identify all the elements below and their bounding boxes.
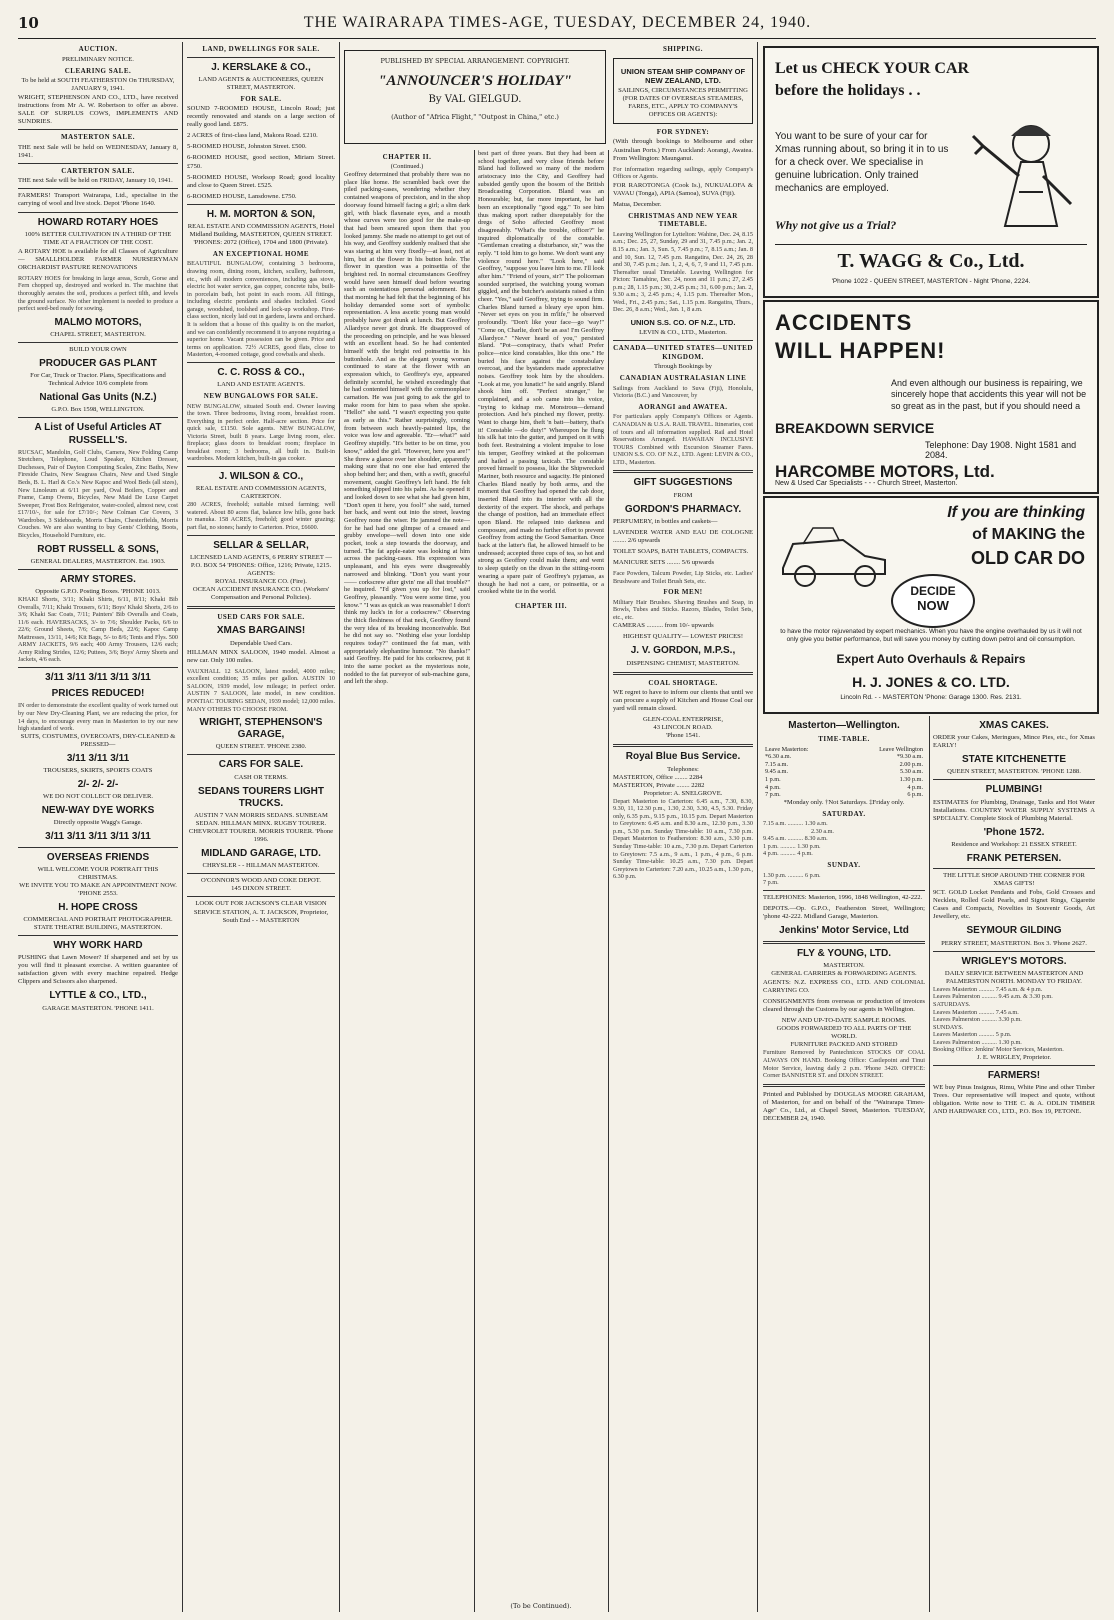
decide-now-badge — [891, 574, 975, 628]
plumbing: PLUMBING! — [985, 784, 1043, 796]
wagg-sub: 'Phone 1022 - QUEEN STREET, MASTERTON - Night 'Phone, 2224. — [831, 278, 1031, 285]
masterton-sale-text: THE next Sale will be held on WEDNESDAY, January 8, 1941. — [18, 143, 178, 159]
wagg-headline-1: Let us CHECK YOUR CAR — [775, 60, 970, 77]
frank-petersen: FRANK PETERSEN. — [966, 852, 1062, 864]
column-land: LAND, DWELLINGS FOR SALE. J. KERSLAKE & CO., LAND AGENTS & AUCTIONEERS, QUEEN STREET, MASTERTON. FOR SALE. SOUND 7-ROOMED HOUSE, Lincoln Road; just recently renovated and stands on a large section of really good land. £875. 2 ACRES of first-class land, Makora Road. £210. 5-ROOMED HOUSE, Johnston Street. £500. 6-ROOMED HOUSE, good section, Miriam Street. £750. 5-ROOMED HOUSE, Worksop Road; good locality and close to Queen Street. £525. 6-ROOMED HOUSE, Lansdowne. £750. H. M. MORTON & SON, REAL ESTATE AND COMMISSION AGENTS, Hotel Midland Building, MASTERTON, QUEEN STREET. 'PHONES: 2072 (Office), 1704 and 1800 (Private). AN EXCEPTIONAL HOME BEAUTIFUL BUNGALOW, containing 3 bedrooms, drawing room, dining room, kitchen, scullery, bathroom, etc., with all modern conveniences, including gas stove, electric hot water service, gas copper, concrete tubs, built-in porcelain bath, hot point in each room. All fittings, including electric pendants and shades included. Good garage, woodshed, toolshed and lock-up workshop. First-class section, nicely laid out in gardens, lawns and orchard. It is seldom that a house of this quality is on the market, and we can confidently recommend it to anyone requiring a superior home. Vacant possession can be given. Price and terms on application. 72½ ACRES, good flats, close to Masterton, 4-roomed cottage, good cowbails and sheds. C. C. ROSS & CO., LAND AND ESTATE AGENTS. NEW BUNGALOWS FOR SALE. NEW BUNGALOW, situated South end. Owner leaving the town. Three bedrooms, living room, breakfast room. Everything in perfect order. Half-acre section. Price for quick sale, £1150. Sole agents. NEW BUNGALOW, Victoria Street, built 8 years. Large living room, elec. fireplace; glass doors to breakfast room; fireplace in breakfast room; 3 bedrooms, all built in. Built-in wardrobes. Modern kitchen, built-in gas cooker. J. WILSON & CO., REAL ESTATE AND COMMISSION AGENTS, CARTERTON. 280 ACRES, freehold; suitable mixed farming; well watered. About 80 acres flat, balance low hills, gone back to manuka. 158 ACRES, freehold; good winter grazing; part flat, no stones; handy to Carterton. Price, £6600. SELLAR & SELLAR, LICENSED LAND AGENTS, 6 PERRY STREET — P.O. BOX 54 'PHONES: Office, 1216; Private, 1215. AGENTS: ROYAL INSURANCE CO. (Fire). OCEAN ACCIDENT INSURANCE CO. (Workers' Compensation and Personal Policies). USED CARS FOR SALE. XMAS BARGAINS! Dependable Used Cars. HILLMAN MINX SALOON, 1940 model. Almost a new car. Only 100 miles. VAUXHALL 12 SALOON, latest model, 4000 miles; excellent condition; 35 miles per gallon. AUSTIN 10 SALOON, 1939 model, low mileage; in perfect order. AUSTIN 7 SALOON, late model, in new condition. PONTIAC TOURING SEDAN, 1939 model; 12,000 miles. MANY OTHERS TO CHOOSE FROM. WRIGHT, STEPHENSON'S GARAGE, QUEEN STREET. 'PHONE 2380. CARS FOR SALE. CASH OR TERMS. SEDANS TOURERS LIGHT TRUCKS. AUSTIN 7 VAN MORRIS SEDANS. SUNBEAM SEDAN. HILLMAN MINX. RUGBY TOURER. CHEVROLET TOURER. MORRIS TOURER. 'Phone 1996. MIDLAND GARAGE, LTD. CHRYSLER - - HILLMAN MASTERTON. O'CONNOR'S WOOD AND COKE DEPOT. 145 DIXON STREET. LOOK OUT FOR JACKSON'S CLEAR VISION SERVICE STATION, A. T. JACKSON, Proprietor, South End - - MASTERTON — [187, 45, 335, 924]
morton: H. M. MORTON & SON, — [206, 208, 316, 220]
army-stores: ARMY STORES. — [60, 573, 136, 585]
new-bungalows: NEW BUNGALOWS FOR SALE. — [203, 391, 319, 400]
kerslake-sub: LAND AGENTS & AUCTIONEERS, QUEEN STREET, MASTERTON. — [198, 75, 324, 91]
cameras: CAMERAS .......... from 10/- upwards — [613, 622, 714, 630]
consignments: CONSIGNMENTS from overseas or production of invoices cleared through the Customs by our agents in Wellington. — [763, 998, 925, 1014]
cash-terms: CASH OR TERMS. — [234, 773, 288, 781]
masterton-sale: MASTERTON SALE. — [60, 133, 136, 142]
producer-sub: For Car, Truck or Tractor. Plans, Specifications and Technical Advice 10/6 complete from — [30, 372, 166, 388]
carterton-sale: CARTERTON SALE. — [61, 166, 135, 175]
lyttle: LYTTLE & CO., LTD., — [49, 990, 147, 1002]
matua: Matua, December. — [613, 200, 662, 208]
story-header-box — [344, 50, 606, 144]
to-be-continued: (To be Continued). — [510, 1602, 572, 1610]
perfumery: PERFUMERY, in bottles and caskets— — [613, 517, 718, 525]
prices-banner: 3/11 3/11 3/11 3/11 3/11 — [45, 672, 151, 683]
tt-cell: 4 p.m. — [765, 783, 781, 791]
gift-suggestions: GIFT SUGGESTIONS — [633, 477, 733, 489]
masthead — [18, 8, 1096, 39]
xmas-cakes-text: ORDER your Cakes, Meringues, Mince Pies, etc., for Xmas EARLY! — [933, 734, 1095, 750]
hope-phone: 'PHONE 2553. — [78, 889, 118, 897]
tt-cell: *6.30 a.m. — [765, 753, 792, 761]
ocean-accident: OCEAN ACCIDENT INSURANCE CO. (Workers' Compensation and Personal Policies). — [192, 585, 330, 601]
overhaul-text: to have the motor rejuvenated by expert mechanics. When you have the engine overhauled by us it will not only give you better performance, but will save you money by cutting down petrol and oil consumption. — [780, 628, 1082, 643]
wagg-name: T. WAGG & Co., Ltd. — [837, 250, 1025, 272]
telephone: Telephone: Day 1908. Night 1581 and 2084. — [925, 440, 1077, 460]
chapter-2: CHAPTER II. — [382, 153, 432, 161]
accidents-2: WILL HAPPEN! — [775, 338, 946, 363]
glencoal-phone: 'Phone 1541. — [665, 732, 701, 740]
wright-garage: WRIGHT, STEPHENSON'S GARAGE, — [199, 717, 323, 741]
union-company: UNION STEAM SHIP COMPANY OF NEW ZEALAND, LTD. — [620, 66, 746, 85]
decide-1: DECIDE — [910, 584, 956, 598]
oldcar-1: If you are thinking — [947, 504, 1085, 521]
carriers: GENERAL CARRIERS & FORWARDING AGENTS. — [771, 970, 917, 978]
jackson: LOOK OUT FOR JACKSON'S CLEAR VISION SERVICE STATION, A. T. JACKSON, Proprietor, — [193, 900, 329, 916]
wagg-ad — [763, 46, 1099, 298]
sedans: SEDANS TOURERS LIGHT TRUCKS. — [198, 785, 324, 809]
mechanic-illustration — [961, 106, 1089, 246]
for-sale: FOR SALE. — [240, 94, 282, 103]
tel-note: TELEPHONES: Masterton, 1996, 1848 Wellington, 42-222. — [763, 893, 923, 901]
newway: NEW-WAY DYE WORKS — [41, 805, 155, 817]
sunday: SUNDAY. — [827, 861, 861, 870]
prelim-notice: PRELIMINARY NOTICE. — [62, 55, 134, 63]
sydney-text: (With through bookings to Melbourne and other Australian Ports.) From Auckland: Aorangi, Awatea. From Wellington: Maunganui. — [613, 138, 753, 162]
oldcar-3: OLD CAR DO — [971, 548, 1085, 568]
fly-young: FLY & YOUNG, LTD. — [796, 947, 892, 959]
build-your-own: BUILD YOUR OWN — [69, 345, 127, 353]
listing-6: 6-ROOMED HOUSE, Lansdowne. £750. — [187, 192, 297, 200]
tt-cell: 2.00 p.m. — [899, 760, 923, 768]
rarotonga: FOR RAROTONGA (Cook Is.), NUKUALOFA & VAVAU (Tonga), APIA (Samoa), SUVA (Fiji). — [613, 181, 753, 197]
tt-sub: TIME-TABLE. — [818, 735, 870, 744]
howard-hoes: HOWARD ROTARY HOES — [37, 216, 159, 228]
jones-ad — [763, 496, 1099, 714]
fly-sub: MASTERTON. — [823, 962, 865, 970]
xmas-cakes: XMAS CAKES. — [979, 720, 1049, 731]
gift-from: FROM — [673, 491, 693, 499]
story-author-note: (Author of "Africa Flight," "Outpost in China," etc.) — [391, 113, 559, 121]
saturday: SATURDAY. — [822, 809, 866, 818]
column-auctions: AUCTION. PRELIMINARY NOTICE. CLEARING SALE. To be held at SOUTH FEATHERSTON On THURSDAY, JANUARY 9, 1941. WRIGHT, STEPHENSON AND CO., LTD., have received instructions from Mr A. W. Robertson to offer as above. SALE OF SURPLUS COWS, IMPLEMENTS AND SUNDRIES. MASTERTON SALE. THE next Sale will be held on WEDNESDAY, January 8, 1941. CARTERTON SALE. THE next Sale will be held on FRIDAY, January 10, 1941. FARMERS! Transport Wairarapa, Ltd., specialise in the carrying of wool and live stock. Depot 'Phone 1640. HOWARD ROTARY HOES 100% BETTER CULTIVATION IN A THIRD OF THE TIME AT A FRACTION OF THE COST. A ROTARY HOE is available for all Classes of Agriculture— SMALLHOLDER FARMER NURSERYMAN ORCHARDIST PASTURE RENOVATIONS ROTARY HOES for breaking in large areas, Scrub, Gorse and Fern chopped up, destroyed and worked in. The machine that thoroughly aerates the soil, produces a perfect tilth, and levels the ground surface. No other implement is needed to produce a perfect seed-bed ready for sowing. MALMO MOTORS, CHAPEL STREET, MASTERTON. BUILD YOUR OWN PRODUCER GAS PLANT For Car, Truck or Tractor. Plans, Specifications and Technical Advice 10/6 complete from National Gas Units (N.Z.) G.P.O. Box 1598, WELLINGTON. A List of Useful Articles AT RUSSELL'S. RUCSAC, Mandolin, Golf Clubs, Camera, New Folding Camp Stretchers, Telephone, Loud Speaker, Kitchen Dresser, Duchesses, Pair of Dayton Computing Scales, Zinc Baths, New Fireside Chairs, New Seagrass Chairs, New and Used Single Beds, B. L. Harl & Co.'s New Kapoc and Wool Beds (all sizes), New Linoleum at 6/11 per yard, Oval Boilers, Copper and Frame, Camp Ovens, Bicycles, New Maid De Luxe Carpet Sweeper, Frost Box Refrigerator, water-cooled, almost new, cost £17/10/-, for sale for £7/10/-; New Colman Car Covers, 3 Wardrobes, 3 Sideboards, Morris Chairs, Chesterfields, Morris Couches. We are also wanting to buy Gents' Clothing, Boots, Bicycles, Household Furniture, etc. ROBT RUSSELL & SONS, GENERAL DEALERS, MASTERTON. Est. 1903. ARMY STORES. Opposite G.P.O. Posting Boxes. 'PHONE 1013. KHAKI Shorts, 3/11; Khaki Shirts, 6/11, 8/11; Khaki Bib Overalls, 7/11; Khaki Trousers, 6/11; Boys' Khaki Shorts, 2/6 to 3/6; Khaki Sac Coats, 7/11; Painters' Bib Overalls and Coats, 11/6 each. HAVERSACKS, 3/- to 7/6; Shoulder Packs, 6/6 to 22/6; Ground Sheets, 7/6; Camp Beds, 22/6; Kapoc Camp Mattresses, 13/11, 14/6; Kit Bags, 5/- to 8/6; Tents and Flys. 500 ARMY JACKETS, 9/6 each; 400 Army Trousers, 12/6 each; Army Riding Strides, 12/6; Puttees, 3/6; Boys' Army Shorts and Jackets, 4/6 each. 3/11 3/11 3/11 3/11 3/11 PRICES REDUCED! IN order to demonstrate the excellent quality of work turned out by our New Dry-Cleaning Plant, we are reducing the price, for 14 days, to encourage every man in Masterton to try our new high standard of work. SUITS, COSTUMES, OVERCOATS, DRY-CLEANED & PRESSED— 3/11 3/11 3/11 TROUSERS, SKIRTS, SPORTS COATS 2/- 2/- 2/- WE DO NOT COLLECT OR DELIVER. NEW-WAY DYE WORKS Directly opposite Wagg's Garage. 3/11 3/11 3/11 3/11 3/11 OVERSEAS FRIENDS WILL WELCOME YOUR PORTRAIT THIS CHRISTMAS. WE INVITE YOU TO MAKE AN APPOINTMENT NOW. 'PHONE 2553. H. HOPE CROSS COMMERCIAL AND PORTRAIT PHOTOGRAPHER. STATE THEATRE BUILDING, MASTERTON. WHY WORK HARD PUSHING that Lawn Mower? If sharpened and set by us you will find it pleasant exercise. A written guarantee of satisfaction given with every machine repaired. Hedge Clippers and Scissors also sharpened. LYTTLE & CO., LTD., GARAGE MASTERTON. 'PHONE 1411. — [18, 45, 178, 1012]
depots: DEPOTS.—Op. G.P.O., Featherston Street, Wellington; 'phone 42-222. Midland Garage, Masterton. — [763, 904, 925, 920]
plumbing-res: Residence and Workshop: 21 ESSEX STREET. — [951, 840, 1077, 848]
seymour-gilding: SEYMOUR GILDING — [966, 925, 1062, 937]
plumbing-text: ESTIMATES for Plumbing, Drainage, Tanks and Hot Water Installations. COUNTRY WATER SUPPLY SYSTEMS A SPECIALTY. Complete Stock of Plumbing Material. — [933, 798, 1095, 822]
for-sydney: FOR SYDNEY: — [656, 127, 710, 136]
ross: C. C. ROSS & CO., — [217, 366, 305, 378]
breakdown-service: BREAKDOWN SERVICE — [775, 420, 935, 436]
used-cars: USED CARS FOR SALE. — [217, 612, 305, 621]
telephones: Telephones: — [667, 765, 699, 773]
timetable-weekday — [763, 746, 925, 799]
mast-private: MASTERTON, Private ........ 2282 — [613, 781, 705, 789]
little-shop: THE LITTLE SHOP AROUND THE CORNER FOR XMAS GIFTS! — [943, 872, 1085, 888]
tt-cell: 7 p.m. — [765, 791, 781, 799]
continued: (Continued.) — [390, 163, 424, 171]
royal-insurance: ROYAL INSURANCE CO. (Fire). — [215, 577, 307, 585]
south-end: South End - - MASTERTON — [222, 916, 300, 924]
glencoal-addr: 43 LINCOLN ROAD. — [653, 724, 713, 732]
carterton-sale-text: THE next Sale will be held on FRIDAY, January 10, 1941. — [18, 177, 173, 185]
sellar-sub: LICENSED LAND AGENTS, 6 PERRY STREET — P.O. BOX 54 'PHONES: Office, 1216; Private, 1215. AGENTS: — [190, 553, 332, 577]
sailings: SAILINGS, CIRCUMSTANCES PERMITTING (FOR DATES OF OVERSEAS STEAMERS, FARES, ETC., APPLY TO COMPANY'S OFFICES OR AGENTS): — [618, 86, 748, 118]
sample-rooms: NEW AND UP-TO-DATE SAMPLE ROOMS. — [781, 1017, 907, 1025]
furniture: FURNITURE PACKED AND STORED — [790, 1041, 898, 1049]
russell-sub: GENERAL DEALERS, MASTERTON. Est. 1903. — [30, 557, 166, 565]
highest-quality: HIGHEST QUALITY— LOWEST PRICES! — [622, 633, 744, 641]
fly-agents: AGENTS: N.Z. EXPRESS CO., LTD. AND COLONIAL CARRYING CO. — [763, 979, 925, 995]
why-text: PUSHING that Lawn Mower? If sharpened and set by us you will find it pleasant exercise. A written guarantee of satisfaction given with every machine repaired. Hedge Clippers and Scissors also sharpened. — [18, 954, 178, 986]
no-collect: WE DO NOT COLLECT OR DELIVER. — [42, 793, 153, 801]
kerslake: J. KERSLAKE & CO., — [211, 61, 311, 73]
lavender: LAVENDER WATER AND EAU DE COLOGNE ........ 2/6 upwards — [613, 528, 753, 544]
old-car-illustration — [773, 508, 893, 594]
christmas-timetable: CHRISTMAS AND NEW YEAR TIMETABLE. — [628, 211, 738, 229]
decide-2: NOW — [917, 598, 949, 613]
tt-note: *Monday only. †Not Saturdays. ‡Friday only. — [783, 798, 905, 806]
midland-sub: CHRYSLER - - HILLMAN MASTERTON. — [202, 862, 320, 870]
coal-text: WE regret to have to inform our clients that until we can procure a supply of Kitchen and House Coal our yard will remain closed. — [613, 689, 753, 713]
plumbing-phone: 'Phone 1572. — [983, 826, 1045, 838]
trousers: TROUSERS, SKIRTS, SPORTS COATS — [43, 766, 153, 774]
oconnor: O'CONNOR'S WOOD AND COKE DEPOT. — [201, 877, 321, 885]
cars-for-sale: CARS FOR SALE. — [218, 759, 304, 771]
malmo-motors: MALMO MOTORS, — [54, 316, 142, 328]
morton-sub: REAL ESTATE AND COMMISSION AGENTS, Hotel Midland Building, MASTERTON, QUEEN STREET. 'PHONES: 2072 (Office), 1704 and 1800 (Private). — [187, 222, 335, 246]
overseas-friends: OVERSEAS FRIENDS — [46, 851, 150, 863]
for-men: FOR MEN! — [663, 588, 703, 597]
wilson: J. WILSON & CO., — [218, 471, 304, 482]
auction-heading: AUCTION. — [78, 45, 118, 53]
union-ss: UNION S.S. CO. OF N.Z., LTD. — [630, 318, 736, 328]
jenkins: Jenkins' Motor Service, Ltd — [779, 924, 909, 936]
oconnor-sub: 145 DIXON STREET. — [231, 885, 291, 893]
land-heading: LAND, DWELLINGS FOR SALE. — [202, 45, 320, 53]
tt-cell: 5.30 a.m. — [899, 768, 923, 776]
hillman: HILLMAN MINX SALOON, 1940 model. Almost a new car. Only 100 miles. — [187, 648, 335, 664]
invite: WE INVITE YOU TO MAKE AN APPOINTMENT NOW. — [19, 881, 177, 889]
wilson-sub: REAL ESTATE AND COMMISSION AGENTS, CARTERTON. — [195, 485, 327, 501]
wrigley-sub: DAILY SERVICE BETWEEN MASTERTON AND PALMERSTON NORTH. MONDAY TO FRIDAY. — [944, 969, 1084, 985]
tt-cell: 6 p.m. — [907, 791, 923, 799]
published-note: PUBLISHED BY SPECIAL ARRANGEMENT. COPYRIGHT. — [380, 57, 570, 65]
tt-title: Masterton—Wellington. — [788, 720, 900, 731]
producer-gas: PRODUCER GAS PLANT — [39, 357, 157, 369]
tt-cell: 1 p.m. — [765, 775, 781, 783]
xmas-bargains: XMAS BARGAINS! — [216, 625, 306, 637]
listing-1: SOUND 7-ROOMED HOUSE, Lincoln Road; just recently renovated and stands on a large section of really good land. £875. — [187, 105, 335, 129]
lyttle-sub: GARAGE MASTERTON. 'PHONE 1411. — [42, 1004, 154, 1012]
canada-heading: CANADA—UNITED STATES—UNITED KINGDOM. — [613, 344, 753, 361]
column-shipping: SHIPPING. UNION STEAM SHIP COMPANY OF NEW ZEALAND, LTD. SAILINGS, CIRCUMSTANCES PERMITTING (FOR DATES OF OVERSEAS STEAMERS, FARES, ETC., APPLY TO COMPANY'S OFFICES OR AGENTS): FOR SYDNEY: (With through bookings to Melbourne and other Australian Ports.) From Auckland: Aorangi, Awatea. From Wellington: Maunganui. For information regarding sailings, apply Company's Offices or Agents. FOR RAROTONGA (Cook Is.), NUKUALOFA & VAVAU (Tonga), APIA (Samoa), SUVA (Fiji). Matua, December. CHRISTMAS AND NEW YEAR TIMETABLE. Leaving Wellington for Lyttelton: Wahine, Dec. 24, 8.15 a.m.; Dec. 25, 27, Sunday, 29 and 31, 7.45 p.m.; Jan. 2, 8.15 a.m.; Jan. 3, Sun. 5, 7.45 p.m.; 7, 8.15 a.m.; Jan. 8 and 10, Sun. 12, 7.45 p.m. Rangatira, Dec. 24, 26, 28 and 30, 7.45 p.m.; Jan. 1, 2, 4, 6, 7, 9 and 11, 7.45 p.m. Thereafter usual Timetable. Leaving Wellington for Picton: Tamahine, Dec. 24, noon and 11 p.m.; 27, 2.45 p.m.; 28, 1.15 p.m.; 30, 2.45 p.m.; 31, 6.00 p.m.; Jan. 2, 9.30 a.m.; 3, 2.45 p.m.; 4, 1.15 p.m. Thereafter Mon., Wed., Fri., 2.45 p.m.; Sat., 1.15 p.m. Rangatira, Thurs., Dec. 26, 8 a.m.; Wed., Jan. 1, 8 a.m. UNION S.S. CO. OF N.Z., LTD. LEVIN & CO., LTD., Masterton. CANADA—UNITED STATES—UNITED KINGDOM. Through Bookings by CANADIAN AUSTRALASIAN LINE Sailings from Auckland to Suva (Fiji), Honolulu, Victoria (B.C.) and Vancouver, by AORANGI and AWATEA. For particulars apply Company's Offices or Agents. CANADIAN & U.S.A. RAIL TRAVEL. Itineraries, cost of tours and all information supplied. Rail and Hotel Reservations Arranged. HAWAIIAN INCLUSIVE TOURS Combined with Excursion Steamer Fares. UNION S.S. CO. OF N.Z., LTD. Agent: LEVIN & CO., LTD., Masterton. GIFT SUGGESTIONS FROM GORDON'S PHARMACY. PERFUMERY, in bottles and caskets— LAVENDER WATER AND EAU DE COLOGNE ........ 2/6 upwards TOILET SOAPS, BATH TABLETS, COMPACTS. MANICURE SETS ........ 5/6 upwards Face Powders, Talcum Powder, Lip Sticks, etc. Ladies' Brushware and Toilet Brush Sets, etc. FOR MEN! Military Hair Brushes. Shaving Brushes and Soap, in Bowls, Tubes and Sticks. Razors, Blades, Toilet Sets, etc., etc. CAMERAS .......... from 10/- upwards HIGHEST QUALITY— LOWEST PRICES! J. V. GORDON, M.P.S., DISPENSING CHEMIST, MASTERTON. COAL SHORTAGE. WE regret to have to inform our clients that until we can procure a supply of Kitchen and House Coal our yard will remain closed. GLEN-COAL ENTERPRISE, 43 LINCOLN ROAD. 'Phone 1541. Royal Blue Bus Service. Telephones: MASTERTON, Office ........ 2284 MASTERTON, Private ........ 2282 Proprietor: A. SNELGROVE. Depart Masterton to Carterton: 6.45 a.m., 7.30, 8.30, 9.30, 11, 12.30 p.m., 1.30, 2.30, 3.30, 4.5, 5.30. Friday only, 6.35 p.m., 9.15 p.m., 10.15 p.m. Depart Masterton to Greytown: 6.45 a.m. and 8.30 a.m., 12.30 p.m., 3.30 p.m., 5.30 p.m. Sunday Time-table: 10 a.m., 7.30 p.m. Depart Masterton to Featherston: 8.30 a.m., 3.30 p.m. Sunday Time-table: 10 a.m., 7.30 p.m. Depart Carterton to Greytown: 7.5 a.m., 9 a.m., 1 p.m., 4 p.m., 6 p.m. Sunday Time-table: 10.25 a.m., 7.30 p.m. Depart Greytown to Carterton: 7.20 a.m., 10.25 a.m., 1.30 p.m., 6.30 p.m. — [613, 45, 753, 881]
wagg-headline-2: before the holidays . . — [775, 82, 921, 99]
models: AUSTIN 7 VAN MORRIS SEDANS. SUNBEAM SEDAN. HILLMAN MINX. RUGBY TOURER. CHEVROLET TOURER. MORRIS TOURER. 'Phone 1996. — [188, 812, 334, 844]
goods-forwarded: GOODS FORWARDED TO ALL PARTS OF THE WORLD. — [776, 1025, 912, 1041]
national-sub: G.P.O. Box 1598, WELLINGTON. — [51, 406, 145, 414]
howard-text: A ROTARY HOE is available for all Classes of Agriculture— SMALLHOLDER FARMER NURSERYMAN ORCHARDIST PASTURE RENOVATIONS — [18, 247, 178, 271]
accidents-text: And even although our business is repairing, we sincerely hope that accidents this year will not be so great as in the past, but if you should need a — [891, 378, 1087, 411]
proprietor: Proprietor: A. SNELGROVE. — [643, 789, 723, 797]
gordon-sub: DISPENSING CHEMIST, MASTERTON. — [626, 659, 740, 667]
dry-price: 3/11 3/11 3/11 — [66, 752, 130, 764]
printed-by: Printed and Published by DOUGLAS MOORE GRAHAM, of Masterton, for and on behalf of the "Wairarapa Times-Age" Co., Ltd., at Chapel Street, Masterton. TUESDAY, DECEMBER 24, 1940. — [763, 1090, 925, 1122]
national-gas: National Gas Units (N.Z.) — [39, 392, 157, 404]
newway-sub: Directly opposite Wagg's Garage. — [53, 819, 143, 827]
ross-sub: LAND AND ESTATE AGENTS. — [217, 380, 305, 388]
sellar: SELLAR & SELLAR, — [213, 539, 309, 551]
harcombe-sub: New & Used Car Specialists - - - Church Street, Masterton. — [775, 480, 958, 487]
story-title: "ANNOUNCER'S HOLIDAY" — [378, 73, 572, 89]
kitchenette-sub: QUEEN STREET, MASTERTON. 'PHONE 1288. — [947, 768, 1081, 776]
accidents-1: ACCIDENTS — [775, 310, 913, 335]
harcombe-name: HARCOMBE MOTORS, Ltd. — [775, 462, 995, 481]
jv-gordon: J. V. GORDON, M.P.S., — [630, 645, 736, 657]
clearing-where: To be held at SOUTH FEATHERSTON On THURSDAY, JANUARY 9, 1941. — [21, 77, 175, 93]
prices-banner-2: 3/11 3/11 3/11 3/11 3/11 — [45, 831, 151, 843]
overseas-sub: WILL WELCOME YOUR PORTRAIT THIS CHRISTMAS. — [37, 865, 159, 881]
army-sub: Opposite G.P.O. Posting Boxes. 'PHONE 1013. — [35, 587, 161, 595]
tt-cell: 7.15 a.m. — [765, 760, 789, 768]
farmers-transport: FARMERS! Transport Wairarapa, Ltd., specialise in the carrying of wool and live stock. Depot 'Phone 1640. — [18, 192, 178, 208]
clearing-sale: CLEARING SALE. — [64, 66, 132, 75]
tt-cell: 9.45 a.m. — [765, 768, 789, 776]
toilet-soaps: TOILET SOAPS, BATH TABLETS, COMPACTS. — [613, 547, 749, 555]
hope-sub: COMMERCIAL AND PORTRAIT PHOTOGRAPHER. STATE THEATRE BUILDING, MASTERTON. — [23, 916, 173, 932]
aorangi-awatea: AORANGI and AWATEA. — [638, 402, 728, 411]
why-work-hard: WHY WORK HARD — [53, 940, 143, 952]
listing-2: 2 ACRES of first-class land, Makora Road. £210. — [187, 132, 318, 140]
expert-overhauls: Expert Auto Overhauls & Repairs — [836, 652, 1026, 666]
chapter-3: CHAPTER III. — [515, 601, 567, 610]
tt-cell: *9.30 a.m. — [896, 753, 923, 761]
harcombe-ad — [763, 300, 1099, 494]
listing-5: 5-ROOMED HOUSE, Worksop Road; good locality and close to Queen Street. £525. — [187, 173, 335, 189]
tt-leave-w: Leave Wellington — [879, 745, 923, 753]
wagg-trial: Why not give us a Trial? — [775, 218, 897, 232]
story-column-a: CHAPTER II. (Continued.) Geoffrey determined that probably there was no place like home. He scrambled back over the piled packing-cases, wondering whether they contained weapons of precision, and in the shop doorway found himself facing a girl; a slim dark girl, with black flaxenate eyes, and a mouth whose curves were too good for the make-up that had been smeared upon them that you looked jammy. She made no attempt to get out of his way, and Geoffrey suddenly realised that she was staring at him very fixedly—at least, not at him, but at the flower in his button hole. The flower in question was a poinsettia of the brightest red. In normal circumstances Geoffrey would have seen himself dead before wearing such an ostentatious personal adornment. But that morning he had felt that the beginning of his holiday demanded some sort of symbolic representation. A less ascetic young man would probably have got drunk at lunch. But Geoffrey Allardyce never got drunk. He disapproved of the proceeding on principle, and he was blessed with an excellent head. So he had contented himself with the bright red poinsettia in his buttonhole. And as the elegant young woman continued to stare at the flower with an expression which, to Geoffrey's eye, appeared definitely scornful, he wished exceedingly that he had contented himself with the commonplace carnation. He was just going to ask the girl to make room for him to pass when she spoke. "Hello!" she said. "I wasn't expecting you quite as early as this." Rather surprisingly, coming from between such heavily-painted lips, the voice was low and agreeable. "Er—what?" said Geoffrey stupidly. "It's better to be on time, you know," added the girl. "However, here you are!" She threw a glance over her shoulder, apparently making sure that no one else had entered the shop behind her; and then, with a swift, graceful movement, caught Geoffrey's left hand. He felt something slipped into his palm. As he opened it and looked down to see what she had given him, "Don't open it here, you fool!" she said, turned her back, and went out into the street, leaving Geoffrey none the wiser. He jammed the note—for he had had one glimpse of a creased and grubby envelope—well down into one side pocket, took a step towards the doorway, and turned. The fat apple-eater was looking at him across the packing-cases. His expression was unpleasant, and his eyes were disagreeably narrowed and blinking. "Don't you want your —— corkscrew after givin' me all that trouble?" he inquired. "I'd given you up for lost," said Geoffrey, pleasantly. "You were some time, you know." "I was as quick as was reasonable! I don't think my luck's in for a corkscrew." Observing the thick fleshiness of that neck, Geoffrey found the very idea of its breaking inconceivable. But he did not say so. "Nothing else your lordship requires today?" continued the fat man, with appropriately elephantine humour. "No thanks!" said Geoffrey. He paid for his corkscrew, put it into the same pocket as the mysterious note, nodded to the fat purveyor of sub-machine guns, and left the shop. — [344, 153, 470, 686]
wrigley-prop: J. E. WRIGLEY, Proprietor. — [977, 1053, 1051, 1061]
howard-sub: 100% BETTER CULTIVATION IN A THIRD OF THE TIME AT A FRACTION OF THE COST. — [24, 230, 172, 246]
coal-shortage: COAL SHORTAGE. — [648, 678, 718, 687]
hope-cross: H. HOPE CROSS — [58, 901, 138, 913]
levin: LEVIN & CO., LTD., Masterton. — [639, 329, 727, 337]
wright-garage-sub: QUEEN STREET. 'PHONE 2380. — [215, 743, 307, 751]
oldcar-2: of MAKING the — [972, 526, 1085, 543]
gold-text: 9CT. GOLD Locket Pendants and Fobs, Gold Crosses and Necklets, Rolled Gold Pearls, and Signet Rings, Cigarette Cases and Compacts, Novelties in Souvenir Goods, Art Jewellery, etc. — [933, 889, 1095, 921]
shipping-heading: SHIPPING. — [662, 45, 704, 53]
newspaper-title: THE WAIRARAPA TIMES-AGE, TUESDAY, DECEMBER 24, 1940. — [303, 14, 812, 31]
wagg-text: You want to be sure of your car for Xmas running about, so bring it in to us for a check over. We specialise in genuine lubrication. Only trained mechanics are employed. — [775, 131, 949, 194]
midland-garage: MIDLAND GARAGE, LTD. — [201, 848, 321, 860]
gilding-sub: PERRY STREET, MASTERTON. Box 3. 'Phone 2627. — [941, 939, 1087, 947]
listing-3: 5-ROOMED HOUSE, Johnston Street. £500. — [187, 143, 307, 151]
page-number: 10 — [18, 14, 39, 32]
story-byline: By VAL GIELGUD. — [428, 94, 522, 105]
tt-cell: 1.30 p.m. — [899, 775, 923, 783]
jones-sub: Lincoln Rd. - - MASTERTON 'Phone: Garage 1300. Res. 2131. — [840, 694, 1022, 701]
gordons-pharmacy: GORDON'S PHARMACY. — [624, 503, 742, 515]
column-small-ads: XMAS CAKES. ORDER your Cakes, Meringues, Mince Pies, etc., for Xmas EARLY! STATE KITCHENETTE QUEEN STREET, MASTERTON. 'PHONE 1288. PLUMBING! ESTIMATES for Plumbing, Drainage, Tanks and Hot Water Installations. COUNTRY WATER SUPPLY SYSTEMS A SPECIALTY. Complete Stock of Plumbing Material. 'Phone 1572. Residence and Workshop: 21 ESSEX STREET. FRANK PETERSEN. THE LITTLE SHOP AROUND THE CORNER FOR XMAS GIFTS! 9CT. GOLD Locket Pendants and Fobs, Gold Crosses and Necklets, Rolled Gold Pearls, and Signet Rings, Cigarette Cases and Compacts, Novelties in Souvenir Goods, Art Jewellery, etc. SEYMOUR GILDING PERRY STREET, MASTERTON. Box 3. 'Phone 2627. WRIGLEY'S MOTORS. DAILY SERVICE BETWEEN MASTERTON AND PALMERSTON NORTH. MONDAY TO FRIDAY. Leaves Masterton .......... 7.45 a.m. & 4 p.m. Leaves Palmerston .......... 9.45 a.m. & 3.30 p.m. SATURDAYS. Leaves Masterton .......... 7.45 a.m. Leaves Palmerston .......... 3.30 p.m. SUNDAYS. Leaves Masterton .......... 5 p.m. Leaves Palmerston .......... 1.30 p.m. Booking Office: Jenkins' Motor Services, Masterton. J. E. WRIGLEY, Proprietor. FARMERS! WE buy Pinus Insignus, Rimu, White Pine and other Timber Trees. Our representative will inspect and quote, without obligation. Write now to THE C. & A. ODLIN TIMBER AND HARDWARE CO., LTD., P.O. Box 19, PETONE. — [933, 720, 1095, 1116]
tt-cell: 4 p.m. — [907, 783, 923, 791]
kitchenette: STATE KITCHENETTE — [961, 754, 1067, 766]
jones-name: H. J. JONES & CO. LTD. — [852, 674, 1010, 690]
mast-office: MASTERTON, Office ........ 2284 — [613, 773, 703, 781]
royal-blue: Royal Blue Bus Service. — [625, 751, 741, 763]
dry-cleaned: SUITS, COSTUMES, OVERCOATS, DRY-CLEANED & PRESSED— — [20, 732, 176, 748]
russell-list: A List of Useful Articles AT RUSSELL'S. — [34, 422, 162, 446]
tt-leave-m: Leave Masterton: — [765, 745, 809, 753]
manicure: MANICURE SETS ........ 5/6 upwards — [613, 558, 715, 566]
malmo-sub: CHAPEL STREET, MASTERTON. — [50, 330, 146, 338]
dependable: Dependable Used Cars. — [229, 639, 293, 647]
canadian-line: CANADIAN AUSTRALASIAN LINE — [619, 374, 747, 383]
prices-reduced: PRICES REDUCED! — [51, 688, 145, 700]
exceptional-home: AN EXCEPTIONAL HOME — [212, 249, 310, 258]
trousers-price: 2/- 2/- 2/- — [77, 778, 119, 790]
wrigley: WRIGLEY'S MOTORS. — [961, 955, 1067, 967]
wright-notice: WRIGHT, STEPHENSON AND CO., LTD., have received instructions from Mr A. W. Robertson to offer as above. SALE OF SURPLUS COWS, IMPLEMENTS AND SUNDRIES. — [18, 94, 178, 126]
farmers-heading: FARMERS! — [987, 1069, 1041, 1081]
column-timetable: Masterton—Wellington. TIME-TABLE. Leave Masterton: Leave Wellington *6.30 a.m. *9.30 a.m. 7.15 a.m. 2.00 p.m. 9.45 a.m. 5.30 a.m. 1 p.m. 1.30 p.m. 4 p.m. 4 p.m. 7 p.m. 6 p.m. *Monday only. †Not Saturdays. ‡Friday only. SATURDAY. 7.15 a.m. .......... 1.30 a.m. 2.30 a.m. 9.45 a.m. .......... 8.30 a.m. 1 p.m. .......... 1.30 p.m. 4 p.m. .......... 4 p.m. SUNDAY. 1.30 p.m. .......... 6 p.m. 7 p.m. TELEPHONES: Masterton, 1996, 1848 Wellington, 42-222. DEPOTS.—Op. G.P.O., Featherston Street, Wellington; 'phone 42-222. Midland Garage, Masterton. Jenkins' Motor Service, Ltd FLY & YOUNG, LTD. MASTERTON. GENERAL CARRIERS & FORWARDING AGENTS. AGENTS: N.Z. EXPRESS CO., LTD. AND COLONIAL CARRYING CO. CONSIGNMENTS from overseas or production of invoices cleared through the Customs by our agents in Wellington. NEW AND UP-TO-DATE SAMPLE ROOMS. GOODS FORWARDED TO ALL PARTS OF THE WORLD. FURNITURE PACKED AND STORED Furniture Removed by Pantechnicon STOCKS OF COAL ALWAYS ON HAND. Booking Office: Castlepoint and Tinui Motor Service, leaving daily 2 p.m. 'Phone 3420. OFFICE: Corner BANNISTER ST. and DIXON STREET. Printed and Published by DOUGLAS MOORE GRAHAM, of Masterton, for and on behalf of the "Wairarapa Times-Age" Co., Ltd., at Chapel Street, Masterton. TUESDAY, DECEMBER 24, 1940. — [763, 720, 925, 1122]
glencoal: GLEN-COAL ENTERPRISE, — [643, 716, 723, 724]
listing-4: 6-ROOMED HOUSE, good section, Miriam Street. £750. — [187, 154, 335, 170]
farmers-text: WE buy Pinus Insignus, Rimu, White Pine and other Timber Trees. Our representative will inspect and quote, without obligation. Write now to THE C. & A. ODLIN TIMBER AND HARDWARE CO., LTD., P.O. Box 19, PETONE. — [933, 1084, 1095, 1116]
russell-name: ROBT RUSSELL & SONS, — [37, 543, 159, 555]
story-column-b: best part of three years. But they had been at school together, and very close friends before Bland had followed so many of the modern aristocracy into the City, and Geoffrey had subsided gently upon the bosom of the British Broadcasting Corporation. Bland was an Honourable; but, far more important, he had been an exceptionally "good egg." To see him thus making sport rather disreputably for the dregs of Soho affected Geoffrey most disagreeably. "What's the trouble, officer?" he inquired diplomatically of the constable. "Gentleman creating a disturbance, sir," was the reply. "I told him to go home. We don't want any violence round here." "Look here," said Geoffrey, "suppose you leave him to me. I'll look after him." "Friend of yours, sir?" The policeman sounded surprised, the watching young woman giggled, and the butcher's assistants raised a thin cheer. "Yes," said Geoffrey, trying to sound firm. Charles Bland turned a bleary eye upon him. "Never set eyes on you in m'life," he observed profoundly. "Don't like your face—go 'way!" "Come on, Charlie, don't be an ass! I'm Geoffrey Allardyce." "Never heard of you," persisted Bland. "Pot—conspiracy, that's what! Prefer police—nice kind constables, like this one." He buried his face against the constabulary overcoat, and the bystanders made appreciative noises. Geoffrey took him by the shoulders. "Look at me, you lunatic!" he said angrily. Bland shook him off. "Perfect stranger," he complained, and a sob came into his voice, "trying to kidnap me. Monstrous—demand protection. And he's pinched my flower, pretty. Want to charge him, theft 'n batt—battery, that's it! Constable —do duty!" Whereupon he flung his silk hat into the gutter, and jumped on it with both feet. Restraining a violent impulse to lose his temper, Geoffrey winked at the policeman and hailed a passing taxicab. The constable proved himself to possess, like the Shipwrecked Mariner, both resource and sagacity. He pinioned Charles Bland neatly by both arms, and the moment that Geoffrey had opened the cab door, inserted Bland into its interior with all the dexterity of the expert. The shock, and perhaps the change of position, had an immediate effect upon Bland. He relapsed into darkness and composure, and made no further effort to prevent Geoffrey from acting the Good Samaritan. Once back at the latter's flat, he allowed himself to be undressed; accepted three cups of tea, so hot and strong as Geoffrey could make them; and went to sleep quietly on the divan in the sitting-room wearing a spare pair of Geoffrey's pyjamas, as though he had not a care, or poinsettia, or a crooked white tie in the world. CHAPTER III. — [478, 150, 604, 610]
